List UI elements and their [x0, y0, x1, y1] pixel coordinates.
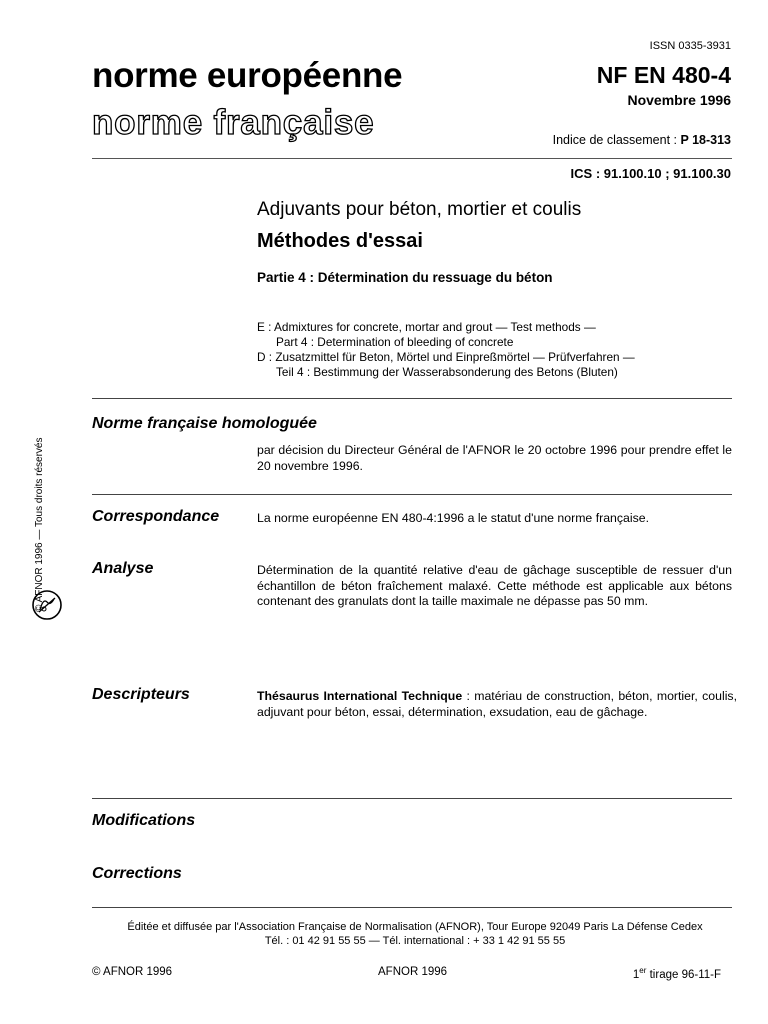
indice-classement	[553, 133, 731, 147]
section-text-correspondance: La norme européenne EN 480-4:1996 a le statut d'une norme française.	[257, 511, 650, 525]
section-title-analyse: Analyse	[92, 560, 154, 577]
footer-edition-line-1: Éditée et diffusée par l'Association Française de Normalisation (AFNOR), Tour Europe 92049 Paris La Défense Cedex	[127, 921, 703, 933]
section-title-homologuee: Norme française homologuée	[92, 415, 317, 432]
divider-correspondance	[92, 494, 732, 495]
indice-value: P 18-313	[680, 133, 731, 147]
subject-line: Adjuvants pour béton, mortier et coulis	[257, 199, 582, 220]
ics-codes: ICS : 91.100.10 ; 91.100.30	[570, 166, 731, 181]
footer-tirage	[633, 966, 721, 981]
section-title-corrections: Corrections	[92, 865, 182, 882]
footer-center: AFNOR 1996	[378, 966, 448, 978]
descripteurs-keywords: : matériau de construction, béton, mortier, coulis, adjuvant pour béton, essai, détermination, exsudation, eau de gâchage.	[257, 689, 737, 719]
side-copyright: © AFNOR 1996 — Tous droits réservés	[34, 437, 45, 612]
section-text-analyse: Détermination de la quantité relative d'eau de gâchage susceptible de ressuer d'un échantillon de béton fraîchement malaxé. Cette méthode est applicable aux bétons contenant des granulats dont la taille maximale ne dépasse pas 50 mm.	[257, 563, 732, 608]
tirage-text: tirage 96-11-F	[646, 968, 721, 981]
issn: ISSN 0335-3931	[649, 40, 731, 52]
afnor-seal-icon	[30, 588, 64, 622]
indice-label: Indice de classement :	[552, 133, 681, 147]
section-text-descripteurs	[257, 689, 737, 720]
section-title-correspondance: Correspondance	[92, 508, 220, 525]
tirage-sup: er	[639, 966, 647, 975]
footer-copyright: © AFNOR 1996	[92, 966, 173, 978]
title-norme-francaise: norme française	[92, 103, 375, 142]
translation-de-2: Teil 4 : Bestimmung der Wasserabsonderung des Betons (Bluten)	[276, 365, 618, 379]
standard-code: NF EN 480-4	[596, 62, 731, 88]
divider-homologuee	[92, 398, 732, 399]
title-norme-europeenne: norme européenne	[92, 56, 403, 95]
publication-date: Novembre 1996	[627, 92, 731, 108]
section-title-descripteurs: Descripteurs	[92, 686, 190, 703]
translation-en-1: E : Admixtures for concrete, mortar and grout — Test methods —	[257, 320, 596, 334]
tirage-number: 1	[632, 968, 640, 981]
translations	[257, 320, 635, 380]
descripteurs-thesaurus: Thésaurus International Technique	[257, 689, 463, 703]
section-title-modifications: Modifications	[92, 812, 196, 829]
translation-en-2: Part 4 : Determination of bleeding of concrete	[276, 335, 514, 349]
part-title: Partie 4 : Détermination du ressuage du béton	[257, 270, 553, 285]
footer-edition-line-2: Tél. : 01 42 91 55 55 — Tél. international : + 33 1 42 91 55 55	[264, 935, 566, 947]
section-text-homologuee: par décision du Directeur Général de l'AFNOR le 20 octobre 1996 pour prendre effet le 20 novembre 1996.	[257, 443, 732, 473]
divider-footer	[92, 907, 732, 908]
methods-title: Méthodes d'essai	[257, 230, 423, 252]
ics-divider	[92, 158, 732, 159]
divider-modifications	[92, 798, 732, 799]
translation-de-1: D : Zusatzmittel für Beton, Mörtel und Einpreßmörtel — Prüfverfahren —	[257, 350, 635, 364]
footer-edition	[60, 920, 768, 948]
